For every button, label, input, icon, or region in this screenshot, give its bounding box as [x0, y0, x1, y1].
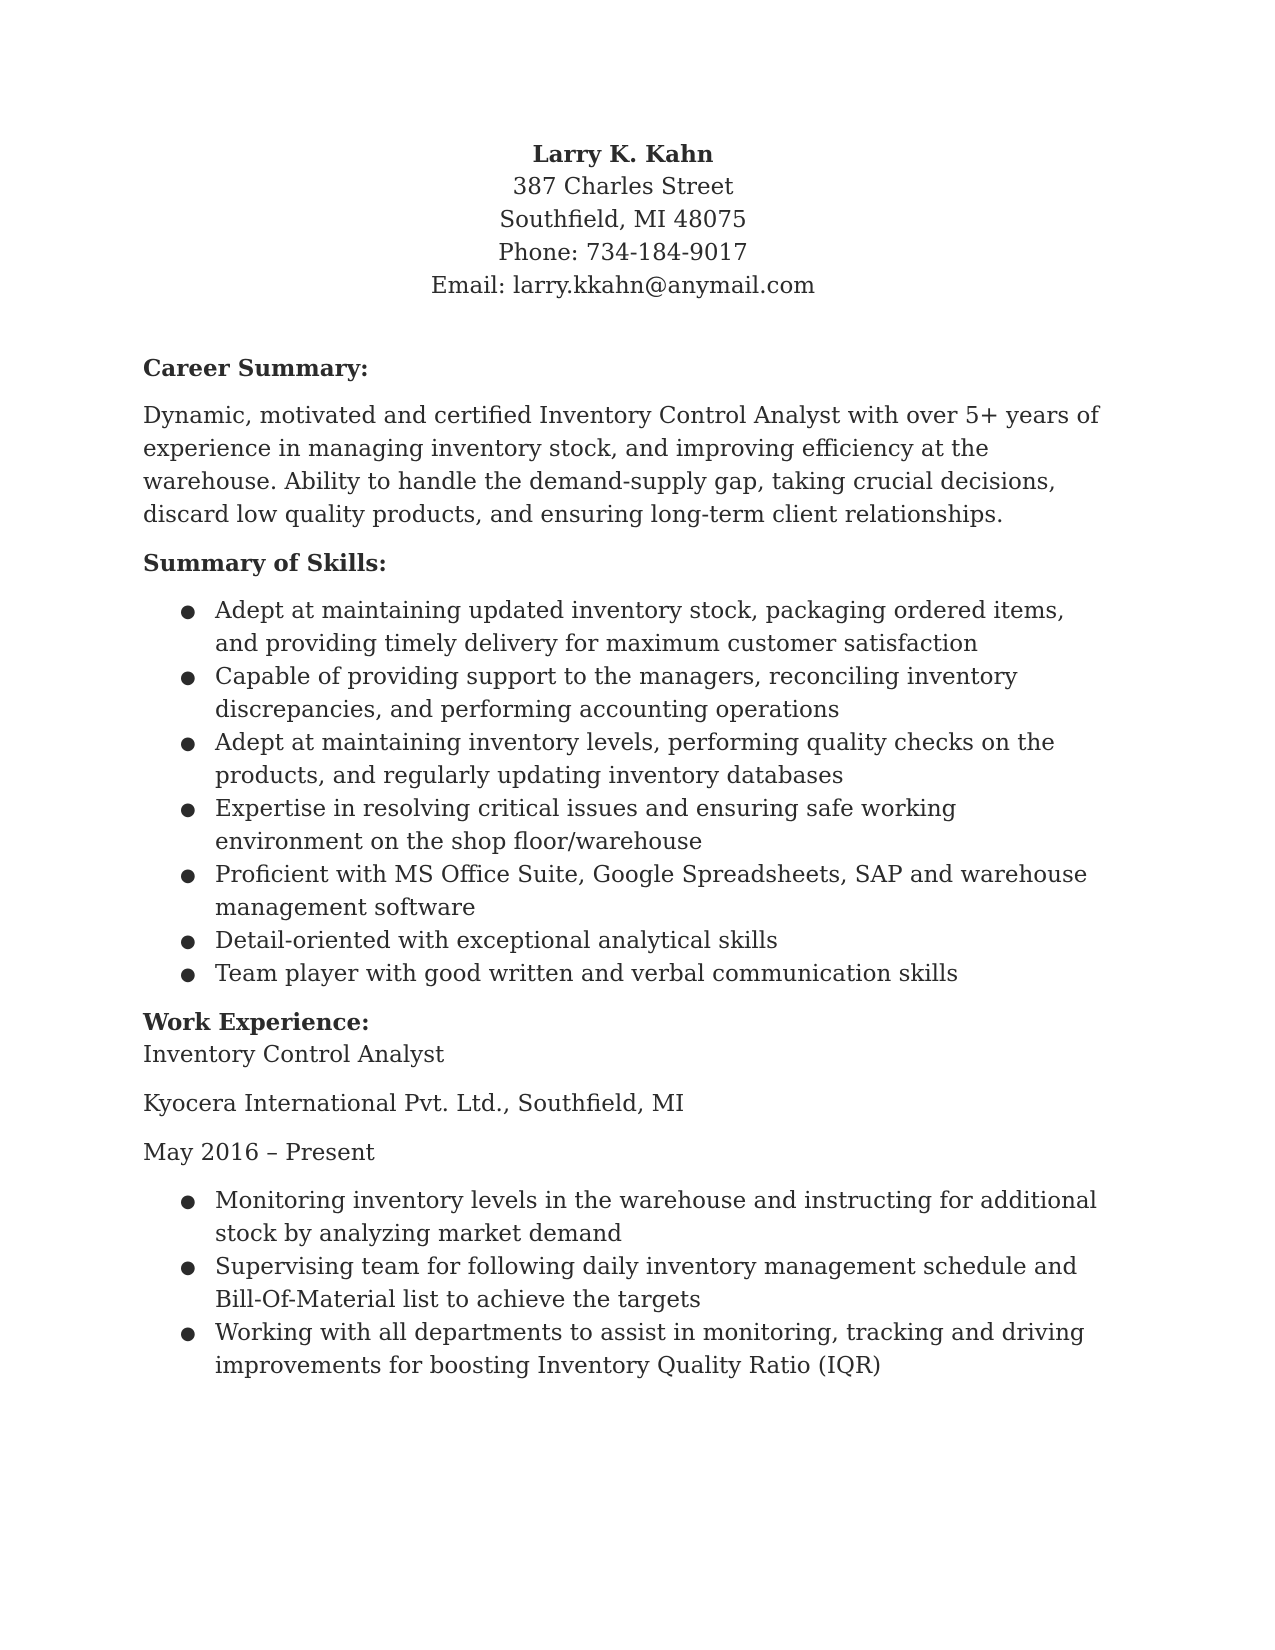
bullet-icon: ● [180, 1191, 196, 1212]
bullet-icon: ● [180, 931, 196, 952]
career-summary-text: Dynamic, motivated and certified Inventory Control Analyst with over 5+ years of experience in managing inventory stock, and improving efficiency at the warehouse. Ability to handle the demand-supply gap, taking crucial decisions, discard low quality products, and ensuring long-term client relationships. [143, 403, 1099, 528]
bullet-icon: ● [180, 865, 196, 886]
career-summary-heading: Career Summary: [143, 355, 369, 382]
duty-item [143, 1317, 1103, 1383]
work-experience-heading: Work Experience: [143, 1009, 370, 1036]
skill-item [143, 661, 1103, 727]
bullet-icon: ● [180, 964, 196, 985]
skill-text: Expertise in resolving critical issues and ensuring safe working environment on the shop floor/warehouse [215, 796, 957, 855]
skills-heading: Summary of Skills: [143, 550, 387, 577]
bullet-icon: ● [180, 1257, 196, 1278]
skill-item [143, 859, 1103, 925]
skill-text: Detail-oriented with exceptional analytical skills [215, 928, 778, 954]
street-address: 387 Charles Street [512, 174, 734, 200]
bullet-icon: ● [180, 1323, 196, 1344]
skill-text: Capable of providing support to the managers, reconciling inventory discrepancies, and performing accounting operations [215, 664, 1018, 723]
skill-item [143, 958, 1103, 991]
duty-text: Working with all departments to assist in monitoring, tracking and driving improvements for boosting Inventory Quality Ratio (IQR) [215, 1320, 1085, 1379]
skill-item [143, 595, 1103, 661]
bullet-icon: ● [180, 733, 196, 754]
candidate-name: Larry K. Kahn [532, 141, 714, 168]
bullet-icon: ● [180, 601, 196, 622]
city-state-zip: Southfield, MI 48075 [499, 207, 747, 233]
skill-text: Proficient with MS Office Suite, Google Spreadsheets, SAP and warehouse management software [215, 862, 1088, 921]
company-name: Kyocera International Pvt. Ltd., Southfield, MI [143, 1091, 685, 1117]
job-title: Inventory Control Analyst [143, 1042, 445, 1068]
skills-list [143, 595, 1103, 991]
contact-header [143, 138, 1103, 303]
duty-text: Monitoring inventory levels in the warehouse and instructing for additional stock by analyzing market demand [215, 1188, 1097, 1247]
skill-item [143, 793, 1103, 859]
email-address: Email: larry.kkahn@anymail.com [430, 273, 816, 299]
bullet-icon: ● [180, 667, 196, 688]
resume-page [143, 138, 1103, 1383]
job-duties-list [143, 1185, 1103, 1383]
skill-text: Adept at maintaining updated inventory stock, packaging ordered items, and providing timely delivery for maximum customer satisfaction [215, 598, 1065, 657]
skill-item [143, 925, 1103, 958]
skill-text: Adept at maintaining inventory levels, performing quality checks on the products, and regularly updating inventory databases [215, 730, 1055, 789]
skill-item [143, 727, 1103, 793]
bullet-icon: ● [180, 799, 196, 820]
duty-text: Supervising team for following daily inventory management schedule and Bill-Of-Material list to achieve the targets [215, 1254, 1078, 1313]
duty-item [143, 1185, 1103, 1251]
employment-dates: May 2016 – Present [143, 1140, 375, 1166]
duty-item [143, 1251, 1103, 1317]
phone-number: Phone: 734-184-9017 [498, 240, 748, 266]
skill-text: Team player with good written and verbal communication skills [215, 961, 959, 987]
